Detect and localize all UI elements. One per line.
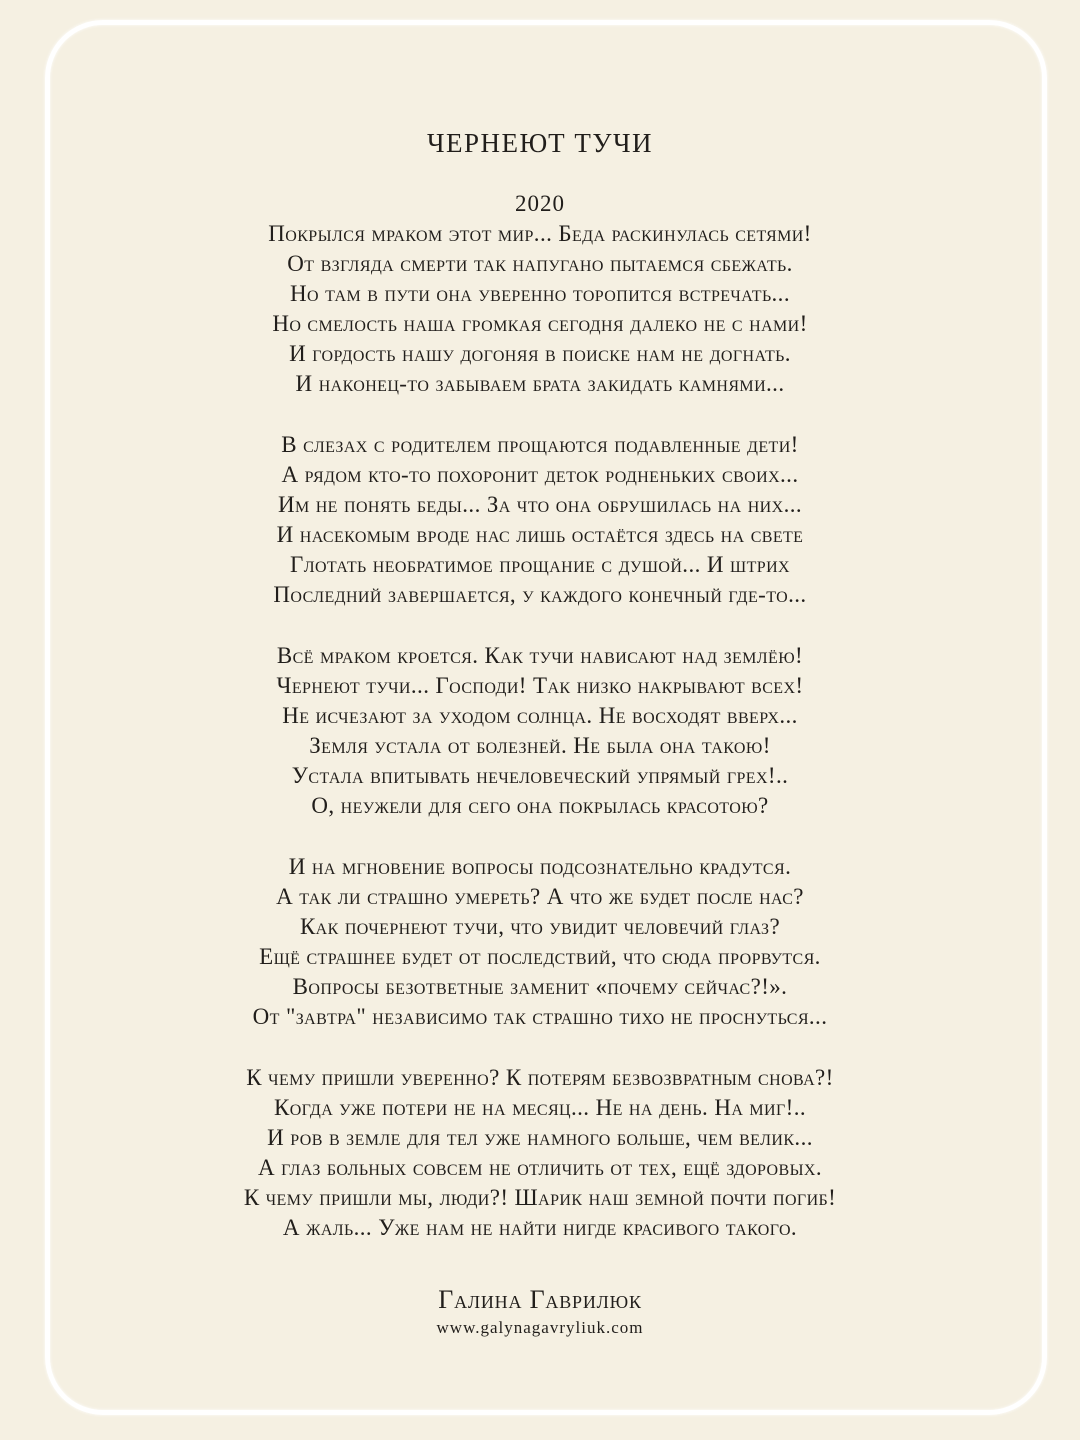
poem-line: Не исчезают за уходом солнца. Не восходят вверх... <box>282 703 798 728</box>
poem-line: Глотать необратимое прощание с душой... И штрих <box>290 552 790 577</box>
stanza-5 <box>0 1063 1080 1243</box>
poem-line: Но там в пути она уверенно торопится встречать... <box>290 281 790 306</box>
poem-line: Вопросы безответные заменит «почему сейчас?!». <box>292 974 788 999</box>
poem-line: В слезах с родителем прощаются подавленные дети! <box>281 432 799 457</box>
poem-line: Устала впитывать нечеловеческий упрямый грех!.. <box>291 763 789 788</box>
poem-line: А так ли страшно умереть? А что же будет после нас? <box>276 884 804 909</box>
poem-line: Ещё страшнее будет от последствий, что сюда прорвутся. <box>259 944 821 969</box>
poem-line: И на мгновение вопросы подсознательно крадутся. <box>288 854 792 879</box>
poem-line: И насекомым вроде нас лишь остаётся здесь на свете <box>276 522 804 547</box>
poem-line: И гордость нашу догоняя в поиске нам не догнать. <box>289 341 791 366</box>
poem-line: К чему пришли мы, люди?! Шарик наш земной почти погиб! <box>243 1185 837 1210</box>
poem-line: К чему пришли уверенно? К потерям безвозвратным снова?! <box>246 1065 834 1090</box>
poem-line: Когда уже потери не на месяц... Не на день. На миг!.. <box>273 1095 807 1120</box>
poem-website: www.galynagavryliuk.com <box>436 1318 644 1337</box>
poem-year: 2020 <box>515 191 565 216</box>
poem-line: Им не понять беды... За что она обрушилась на них... <box>277 492 803 517</box>
poem-line: Но смелость наша громкая сегодня далеко не с нами! <box>272 311 808 336</box>
stanza-4 <box>0 852 1080 1032</box>
poem-line: От взгляда смерти так напугано пытаемся сбежать. <box>287 251 793 276</box>
stanza-2 <box>0 430 1080 610</box>
poem-line: И ров в земле для тел уже намного больше, чем велик... <box>267 1125 813 1150</box>
poem-title: ЧЕРНЕЮТ ТУЧИ <box>426 128 654 158</box>
stanza-3 <box>0 641 1080 821</box>
poem-author: Галина Гаврилюк <box>438 1285 642 1314</box>
stanza-1 <box>0 219 1080 399</box>
poem-line: Всё мраком кроется. Как тучи нависают над землёю! <box>276 643 804 668</box>
poem-line: Последний завершается, у каждого конечный где-то... <box>273 582 807 607</box>
poem-line: Чернеют тучи... Господи! Так низко накрывают всех! <box>276 673 804 698</box>
poem-line: От "завтра" независимо так страшно тихо не проснуться... <box>252 1004 828 1029</box>
poem-line: Как почернеют тучи, что увидит человечий глаз? <box>299 914 781 939</box>
poem-line: Покрылся мраком этот мир... Беда раскинулась сетями! <box>268 221 812 246</box>
poem-line: А жаль... Уже нам не найти нигде красивого такого. <box>282 1215 798 1240</box>
poem-line: А глаз больных совсем не отличить от тех, ещё здоровых. <box>257 1155 823 1180</box>
poem-line: О, неужели для сего она покрылась красотою? <box>311 793 769 818</box>
poem-line: А рядом кто-то похоронит деток родненьких своих... <box>281 462 799 487</box>
poem-line: Земля устала от болезней. Не была она такою! <box>309 733 771 758</box>
poem-line: И наконец-то забываем брата закидать камнями... <box>295 371 785 396</box>
